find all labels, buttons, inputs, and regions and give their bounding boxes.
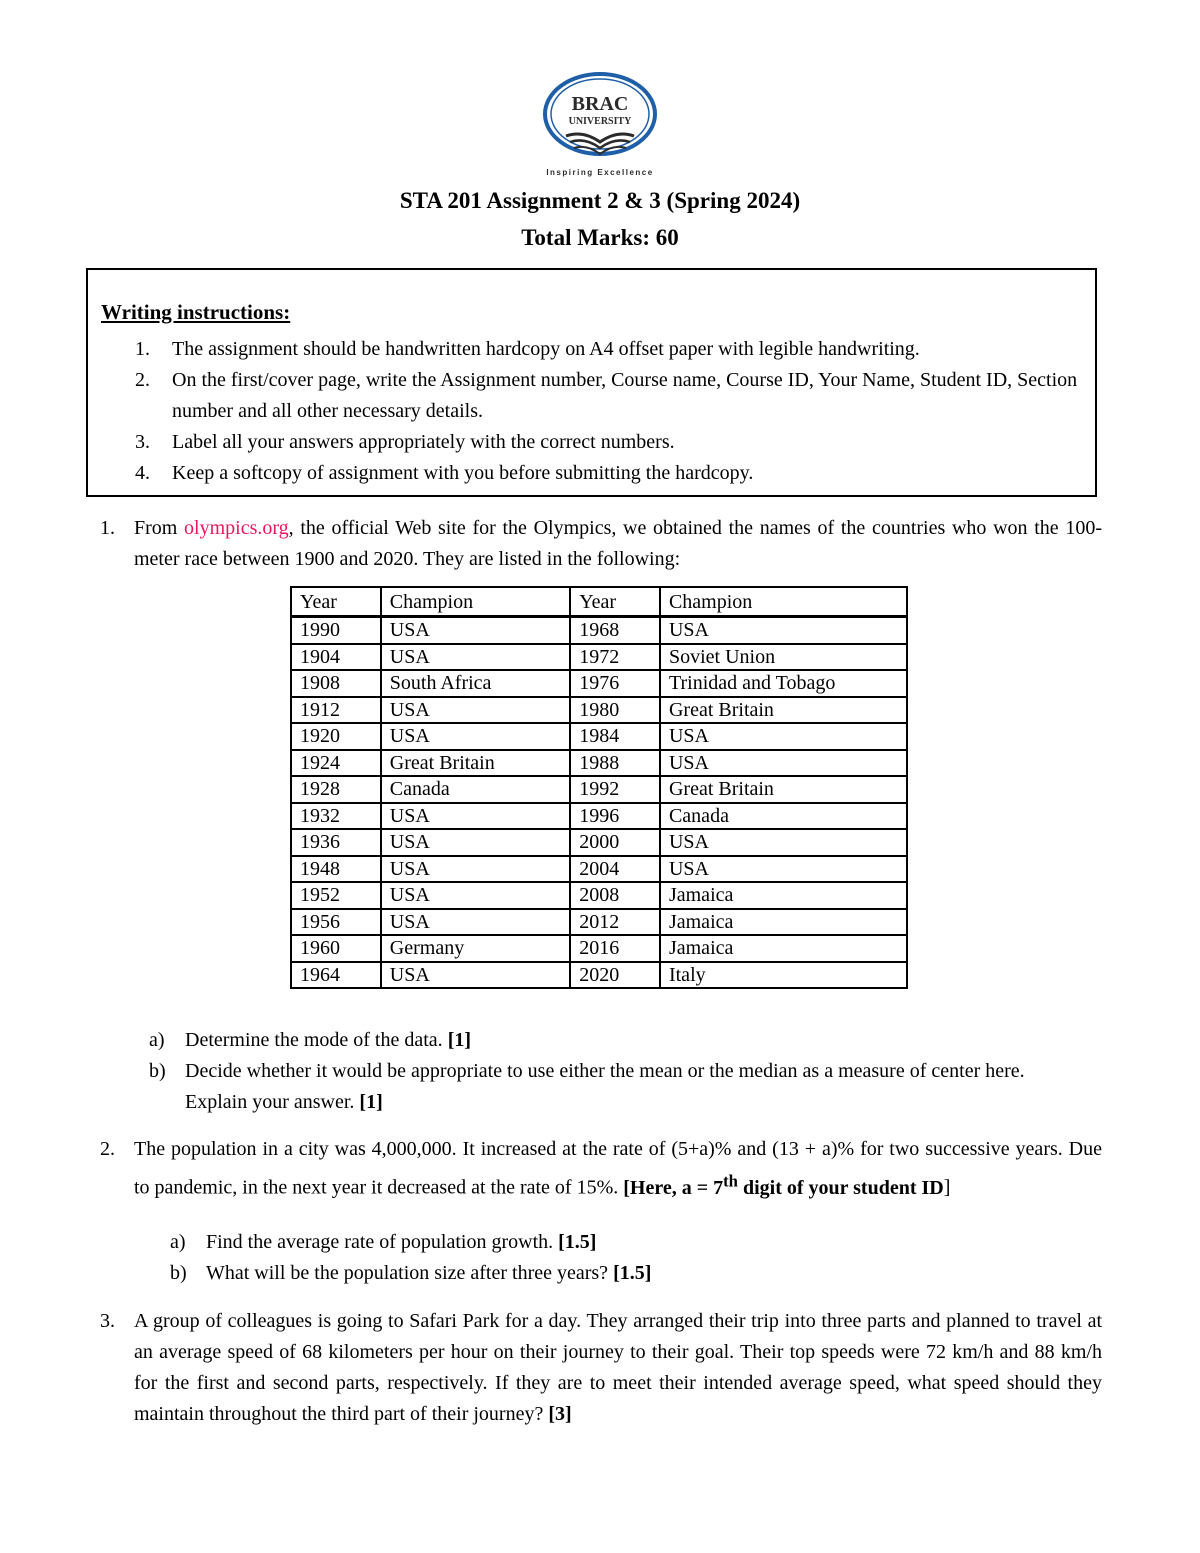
column-header-year: Year xyxy=(291,587,381,617)
instructions-list xyxy=(88,334,1095,489)
ordinal-suffix: th xyxy=(723,1171,738,1190)
cell-champion: USA xyxy=(660,617,907,644)
assignment-title: STA 201 Assignment 2 & 3 (Spring 2024) xyxy=(399,188,801,213)
cell-year: 2000 xyxy=(570,829,660,856)
cell-champion: USA xyxy=(381,829,570,856)
cell-year: 2016 xyxy=(570,935,660,962)
cell-champion: Great Britain xyxy=(381,750,570,777)
question-2b xyxy=(170,1258,1070,1289)
cell-year: 2012 xyxy=(570,909,660,936)
cell-year: 1908 xyxy=(291,670,381,697)
subquestion-label: b) xyxy=(149,1060,166,1082)
subquestion-label: a) xyxy=(170,1231,186,1253)
subquestion-marks: [1] xyxy=(359,1091,383,1113)
table-row xyxy=(291,962,907,989)
champions-table-body xyxy=(291,617,907,989)
question-number: 2. xyxy=(100,1138,115,1160)
cell-champion: USA xyxy=(381,697,570,724)
cell-year: 1976 xyxy=(570,670,660,697)
cell-champion: USA xyxy=(660,723,907,750)
question-number: 3. xyxy=(100,1310,115,1332)
table-row xyxy=(291,750,907,777)
table-row xyxy=(291,697,907,724)
table-row xyxy=(291,856,907,883)
cell-year: 1972 xyxy=(570,644,660,671)
column-header-champion: Champion xyxy=(660,587,907,617)
question-1 xyxy=(100,513,1102,575)
table-row xyxy=(291,803,907,830)
cell-year: 1990 xyxy=(291,617,381,644)
cell-year: 1968 xyxy=(570,617,660,644)
subquestion-text xyxy=(185,1025,1069,1056)
champions-table xyxy=(290,586,908,989)
cell-year: 2020 xyxy=(570,962,660,989)
question-text xyxy=(134,1306,1102,1430)
brac-university-logo xyxy=(538,70,662,180)
question-text-rest: , the official Web site for the Olympics, we obtained the names of the countries who won the 100- meter race between 1900 and 2020. They are listed in the following: xyxy=(134,517,1102,570)
cell-year: 1936 xyxy=(291,829,381,856)
cell-year: 1920 xyxy=(291,723,381,750)
cell-champion: Canada xyxy=(660,803,907,830)
instruction-item xyxy=(88,365,1095,427)
cell-year: 1924 xyxy=(291,750,381,777)
cell-year: 2004 xyxy=(570,856,660,883)
table-header-row xyxy=(291,587,907,617)
logo-wordmark-top: BRAC xyxy=(571,93,629,115)
cell-year: 1996 xyxy=(570,803,660,830)
question-text xyxy=(134,1134,1102,1204)
student-id-note-end: digit of your student ID xyxy=(737,1176,944,1199)
cell-champion: Jamaica xyxy=(660,909,907,936)
instruction-item xyxy=(88,458,1095,489)
question-2 xyxy=(100,1134,1102,1204)
question-body: The population in a city was 4,000,000. It increased at the rate of (5+a)% and (13 + a)% for two successive years. Due to pandemic, in the next year it decreased at the rate of 15%. xyxy=(134,1138,1102,1199)
cell-champion: USA xyxy=(381,856,570,883)
cell-champion: USA xyxy=(660,829,907,856)
instruction-number: 1. xyxy=(135,338,150,360)
subquestion-body: Find the average rate of population growth. xyxy=(206,1231,559,1253)
subquestion-body: Determine the mode of the data. xyxy=(185,1029,448,1051)
logo-emblem-icon xyxy=(538,70,662,180)
subquestion-text xyxy=(185,1056,1069,1118)
cell-champion: USA xyxy=(381,723,570,750)
subquestion-marks: [1] xyxy=(447,1029,472,1051)
cell-champion: USA xyxy=(381,803,570,830)
instruction-item xyxy=(88,334,1095,365)
cell-champion: Germany xyxy=(381,935,570,962)
student-id-note xyxy=(623,1171,944,1199)
cell-year: 1988 xyxy=(570,750,660,777)
cell-year: 1992 xyxy=(570,776,660,803)
question-body: A group of colleagues is going to Safari Park for a day. They arranged their trip into three parts and planned to travel at an average speed of 68 kilometers per hour on their journey to their goal. Their top speeds were 72 km/h and 88 km/h for the first and second parts, respectively. If they are to meet their intended average speed, what speed should they maintain throughout the third part of their journey? xyxy=(134,1310,1102,1425)
cell-year: 1928 xyxy=(291,776,381,803)
olympics-link[interactable]: olympics.org xyxy=(184,517,289,539)
instructions-heading: Writing instructions: xyxy=(101,300,291,324)
question-1b xyxy=(149,1056,1069,1118)
table-row xyxy=(291,644,907,671)
cell-champion: Great Britain xyxy=(660,697,907,724)
cell-year: 1984 xyxy=(570,723,660,750)
question-2a xyxy=(170,1227,1070,1258)
cell-champion: Italy xyxy=(660,962,907,989)
table-row xyxy=(291,723,907,750)
writing-instructions-box xyxy=(86,268,1097,497)
logo-wordmark-bottom: UNIVERSITY xyxy=(568,116,632,127)
question-marks: [3] xyxy=(548,1403,572,1425)
question-text xyxy=(134,513,1102,575)
cell-champion: Soviet Union xyxy=(660,644,907,671)
table-row xyxy=(291,935,907,962)
cell-champion: Canada xyxy=(381,776,570,803)
cell-year: 1956 xyxy=(291,909,381,936)
subquestion-marks: [1.5] xyxy=(613,1262,652,1284)
instruction-text: The assignment should be handwritten hardcopy on A4 offset paper with legible handwriting. xyxy=(172,338,920,360)
instruction-text: Label all your answers appropriately with the correct numbers. xyxy=(172,431,675,453)
column-header-champion: Champion xyxy=(381,587,570,617)
subquestion-label: b) xyxy=(170,1262,187,1284)
column-header-year: Year xyxy=(570,587,660,617)
closing-bracket: ] xyxy=(943,1176,951,1199)
table-row xyxy=(291,670,907,697)
cell-champion: South Africa xyxy=(381,670,570,697)
student-id-note-start: [Here, a = 7 xyxy=(623,1176,724,1199)
instruction-number: 3. xyxy=(135,431,150,453)
cell-champion: USA xyxy=(381,617,570,644)
cell-champion: Great Britain xyxy=(660,776,907,803)
table-row xyxy=(291,617,907,644)
instruction-item xyxy=(88,427,1095,458)
cell-year: 1964 xyxy=(291,962,381,989)
question-3 xyxy=(100,1306,1102,1430)
subquestion-body: Decide whether it would be appropriate to use either the mean or the median as a measure of center here. Explain your answer. xyxy=(185,1060,1025,1113)
table-row xyxy=(291,776,907,803)
logo-tagline: Inspiring Excellence xyxy=(546,168,654,177)
table-row xyxy=(291,909,907,936)
cell-champion: USA xyxy=(381,644,570,671)
cell-champion: Trinidad and Tobago xyxy=(660,670,907,697)
cell-year: 1912 xyxy=(291,697,381,724)
cell-year: 1980 xyxy=(570,697,660,724)
cell-champion: USA xyxy=(381,962,570,989)
cell-year: 2008 xyxy=(570,882,660,909)
cell-year: 1932 xyxy=(291,803,381,830)
instruction-text: Keep a softcopy of assignment with you before submitting the hardcopy. xyxy=(172,462,754,484)
table-row xyxy=(291,829,907,856)
cell-champion: Jamaica xyxy=(660,882,907,909)
table-row xyxy=(291,882,907,909)
instruction-number: 2. xyxy=(135,369,150,391)
cell-year: 1952 xyxy=(291,882,381,909)
cell-champion: USA xyxy=(381,882,570,909)
question-number: 1. xyxy=(100,517,115,539)
question-text-intro: From xyxy=(134,517,185,539)
cell-year: 1948 xyxy=(291,856,381,883)
cell-champion: Jamaica xyxy=(660,935,907,962)
subquestion-text xyxy=(206,1227,1070,1258)
cell-champion: USA xyxy=(660,856,907,883)
instruction-number: 4. xyxy=(135,462,150,484)
subquestion-label: a) xyxy=(149,1029,165,1051)
cell-champion: USA xyxy=(660,750,907,777)
question-1a xyxy=(149,1025,1069,1056)
subquestion-marks: [1.5] xyxy=(558,1231,597,1253)
cell-year: 1904 xyxy=(291,644,381,671)
subquestion-text xyxy=(206,1258,1070,1289)
instruction-text: On the first/cover page, write the Assignment number, Course name, Course ID, Your Name, Student ID, Section number and all other necessary details. xyxy=(172,369,1078,422)
total-marks: Total Marks: 60 xyxy=(521,225,679,250)
cell-year: 1960 xyxy=(291,935,381,962)
cell-champion: USA xyxy=(381,909,570,936)
subquestion-body: What will be the population size after three years? xyxy=(206,1262,614,1284)
